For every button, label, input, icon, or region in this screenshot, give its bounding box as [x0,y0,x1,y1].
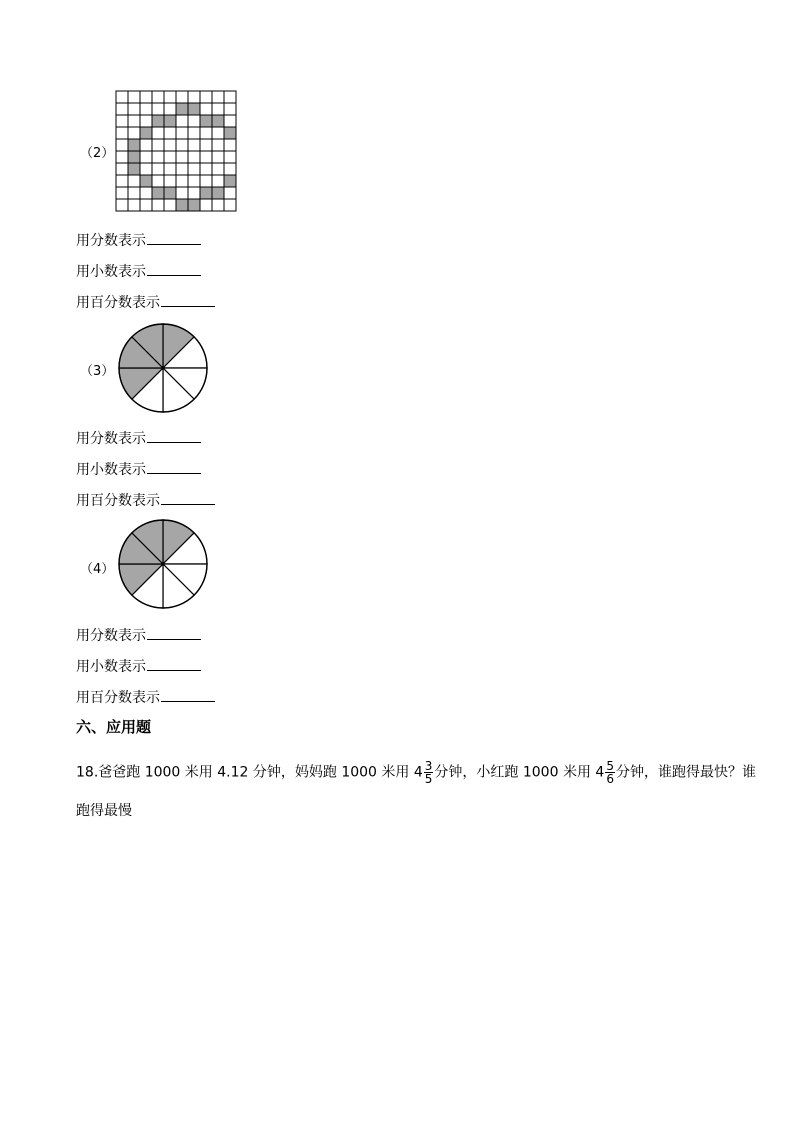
answer-blank[interactable] [147,658,201,671]
pie-figure [117,322,209,414]
grid-cell [152,91,164,103]
grid-cell [164,199,176,211]
grid-cell [188,115,200,127]
grid-cell-shaded [176,103,188,115]
decimal-line-4 [76,656,201,676]
grid-cell [164,151,176,163]
grid-cell-shaded [128,151,140,163]
grid-cell [128,91,140,103]
figure-2-label: （2） [80,146,115,161]
grid-cell [128,187,140,199]
grid-cell [140,139,152,151]
answer-blank[interactable] [147,232,201,245]
grid-cell [128,175,140,187]
question-18-continued: 跑得最慢 [76,803,132,819]
grid-cell-shaded [224,175,236,187]
grid-figure [115,90,237,212]
grid-cell [224,199,236,211]
grid-cell [176,115,188,127]
decimal-label: 用小数表示 [76,264,146,280]
grid-cell-shaded [200,115,212,127]
grid-cell [200,163,212,175]
percent-label: 用百分数表示 [76,690,160,706]
grid-cell [212,91,224,103]
grid-cell [188,175,200,187]
grid-cell-shaded [140,175,152,187]
question-text-part2: 分钟，小红跑 1000 米用 [434,764,596,781]
percent-line-4 [76,687,215,707]
grid-cell [164,139,176,151]
grid-cell [200,103,212,115]
percent-label: 用百分数表示 [76,493,160,509]
grid-cell [164,175,176,187]
denominator: 5 [424,772,433,786]
answer-blank[interactable] [147,430,201,443]
question-text-part1: 18.爸爸跑 1000 米用 4.12 分钟，妈妈跑 1000 米用 [76,764,414,781]
grid-cell [116,187,128,199]
grid-cell-shaded [164,187,176,199]
fraction [605,760,615,785]
grid-cell [116,139,128,151]
answer-blank[interactable] [161,294,215,307]
grid-cell [212,139,224,151]
grid-cell [224,103,236,115]
fraction-line-4 [76,625,201,645]
grid-cell [140,151,152,163]
grid-cell [212,175,224,187]
decimal-line-2 [76,261,201,281]
fraction-label: 用分数表示 [76,233,146,249]
denominator: 6 [606,772,614,786]
grid-cell [140,91,152,103]
grid-cell [152,175,164,187]
grid-cell [212,163,224,175]
grid-cell [116,127,128,139]
grid-cell [176,175,188,187]
grid-cell [224,139,236,151]
grid-cell-shaded [152,187,164,199]
percent-line-3 [76,490,215,510]
grid-cell [140,187,152,199]
grid-cell [176,187,188,199]
figure-4-label: （4） [80,562,115,577]
grid-cell [116,199,128,211]
grid-cell [224,115,236,127]
grid-cell-shaded [188,103,200,115]
grid-cell [128,103,140,115]
grid-cell [200,175,212,187]
grid-cell [128,199,140,211]
grid-cell [188,139,200,151]
grid-cell [188,127,200,139]
grid-cell [116,91,128,103]
grid-cell [164,163,176,175]
decimal-label: 用小数表示 [76,659,146,675]
fraction-line-3 [76,428,201,448]
grid-cell [152,103,164,115]
pie-figure [117,518,209,610]
answer-blank[interactable] [161,689,215,702]
grid-cell-shaded [188,199,200,211]
fraction [424,760,434,785]
percent-label: 用百分数表示 [76,295,160,311]
fraction-line-2 [76,230,201,250]
grid-cell [212,127,224,139]
grid-cell [140,199,152,211]
grid-cell [128,115,140,127]
grid-cell [140,163,152,175]
grid-cell [188,151,200,163]
grid-cell [212,103,224,115]
section-title: 六、应用题 [76,718,152,736]
grid-cell [188,91,200,103]
grid-cell-shaded [140,127,152,139]
grid-cell [224,163,236,175]
grid-cell [176,163,188,175]
grid-cell [164,127,176,139]
grid-cell [164,103,176,115]
grid-cell-shaded [224,127,236,139]
fraction-label: 用分数表示 [76,431,146,447]
grid-cell [188,187,200,199]
grid-cell [152,163,164,175]
numerator: 5 [606,759,614,773]
grid-cell [140,115,152,127]
grid-cell [224,91,236,103]
figure-3-label: （3） [80,364,115,379]
grid-cell [176,91,188,103]
grid-cell [140,103,152,115]
grid-cell [224,187,236,199]
grid-cell-shaded [128,139,140,151]
grid-cell [152,151,164,163]
grid-cell [212,199,224,211]
numerator: 3 [424,759,433,773]
grid-cell [176,151,188,163]
grid-cell [116,163,128,175]
grid-cell-shaded [212,115,224,127]
grid-cell [152,199,164,211]
grid-cell-shaded [128,163,140,175]
question-18 [76,760,756,785]
grid-cell-shaded [164,115,176,127]
grid-cell [164,91,176,103]
grid-cell [116,151,128,163]
grid-cell [200,127,212,139]
grid-cell [128,127,140,139]
decimal-label: 用小数表示 [76,462,146,478]
grid-cell [200,199,212,211]
grid-cell-shaded [152,115,164,127]
grid-cell [116,175,128,187]
grid-cell-shaded [176,199,188,211]
mixed-number-whole: 4 [413,764,423,781]
decimal-line-3 [76,459,201,479]
answer-blank[interactable] [147,627,201,640]
percent-line-2 [76,292,215,312]
grid-cell [152,127,164,139]
mixed-number-whole: 4 [595,764,605,781]
answer-blank[interactable] [161,492,215,505]
fraction-label: 用分数表示 [76,628,146,644]
grid-cell [200,91,212,103]
grid-cell [176,139,188,151]
grid-cell [176,127,188,139]
grid-cell [224,151,236,163]
grid-cell [188,163,200,175]
grid-cell [152,139,164,151]
grid-cell-shaded [200,187,212,199]
answer-blank[interactable] [147,461,201,474]
grid-cell [212,151,224,163]
grid-cell [200,151,212,163]
grid-cell [116,115,128,127]
answer-blank[interactable] [147,263,201,276]
grid-cell-shaded [212,187,224,199]
grid-cell [116,103,128,115]
question-text-part3: 分钟，谁跑得最快？谁 [615,764,756,781]
grid-cell [200,139,212,151]
